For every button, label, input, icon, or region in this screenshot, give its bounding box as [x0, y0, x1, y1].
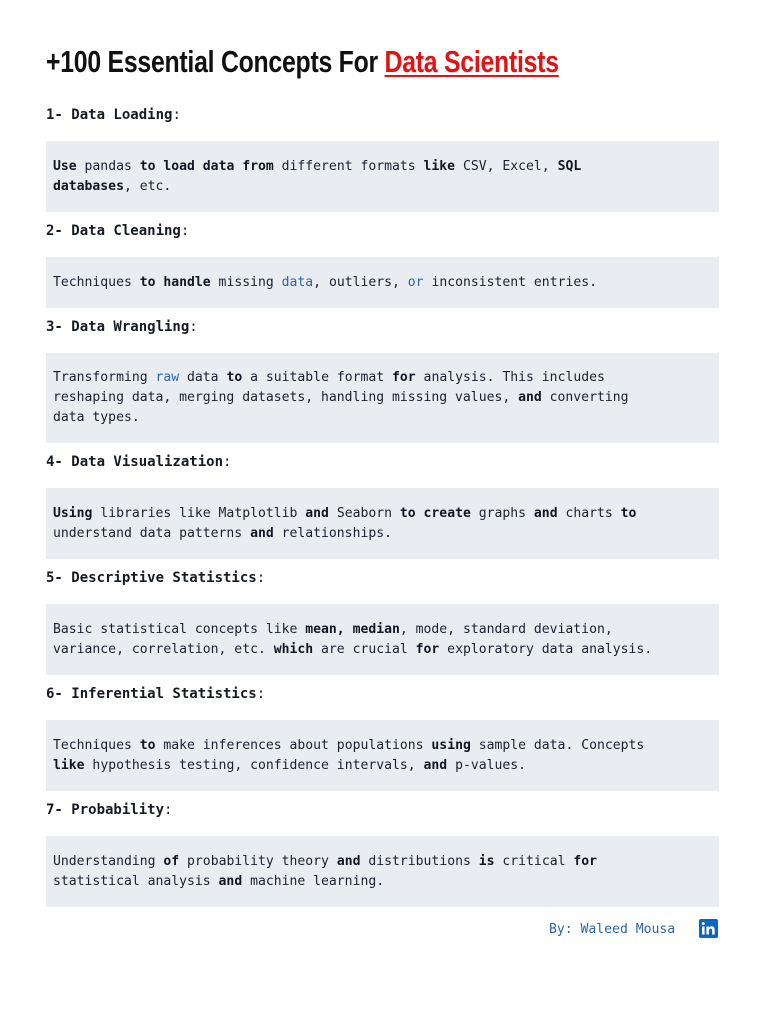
page-title: [46, 44, 559, 80]
title-accent: Data Scientists: [384, 44, 559, 79]
linkedin-icon[interactable]: [699, 919, 718, 938]
section-body-data-visualization: Using libraries like Matplotlib and Seaborn to create graphs and charts to understand data patterns and relationships.: [46, 488, 719, 559]
section-body-data-wrangling: Transforming raw data to a suitable format for analysis. This includes reshaping data, merging datasets, handling missing values, and converting data types.: [46, 353, 719, 443]
section-heading-data-visualization: 4- Data Visualization:: [46, 454, 232, 470]
title-prefix: +100 Essential Concepts For: [46, 44, 385, 79]
section-heading-descriptive-statistics: 5- Descriptive Statistics:: [46, 570, 266, 586]
section-body-inferential-statistics: Techniques to make inferences about populations using sample data. Concepts like hypothesis testing, confidence intervals, and p-values.: [46, 720, 719, 791]
author-byline: By: Waleed Mousa: [549, 922, 676, 937]
section-body-descriptive-statistics: Basic statistical concepts like mean, median, mode, standard deviation, variance, correlation, etc. which are crucial for exploratory data analysis.: [46, 604, 719, 675]
section-body-probability: Understanding of probability theory and distributions is critical for statistical analysis and machine learning.: [46, 836, 719, 907]
section-heading-data-loading: 1- Data Loading:: [46, 107, 181, 123]
section-body-data-loading: Use pandas to load data from different formats like CSV, Excel, SQL databases, etc.: [46, 141, 719, 212]
section-heading-data-wrangling: 3- Data Wrangling:: [46, 319, 198, 335]
section-body-data-cleaning: Techniques to handle missing data, outliers, or inconsistent entries.: [46, 257, 719, 308]
section-heading-probability: 7- Probability:: [46, 802, 173, 818]
linkedin-glyph: [699, 919, 718, 938]
section-heading-inferential-statistics: 6- Inferential Statistics:: [46, 686, 266, 702]
section-heading-data-cleaning: 2- Data Cleaning:: [46, 223, 190, 239]
